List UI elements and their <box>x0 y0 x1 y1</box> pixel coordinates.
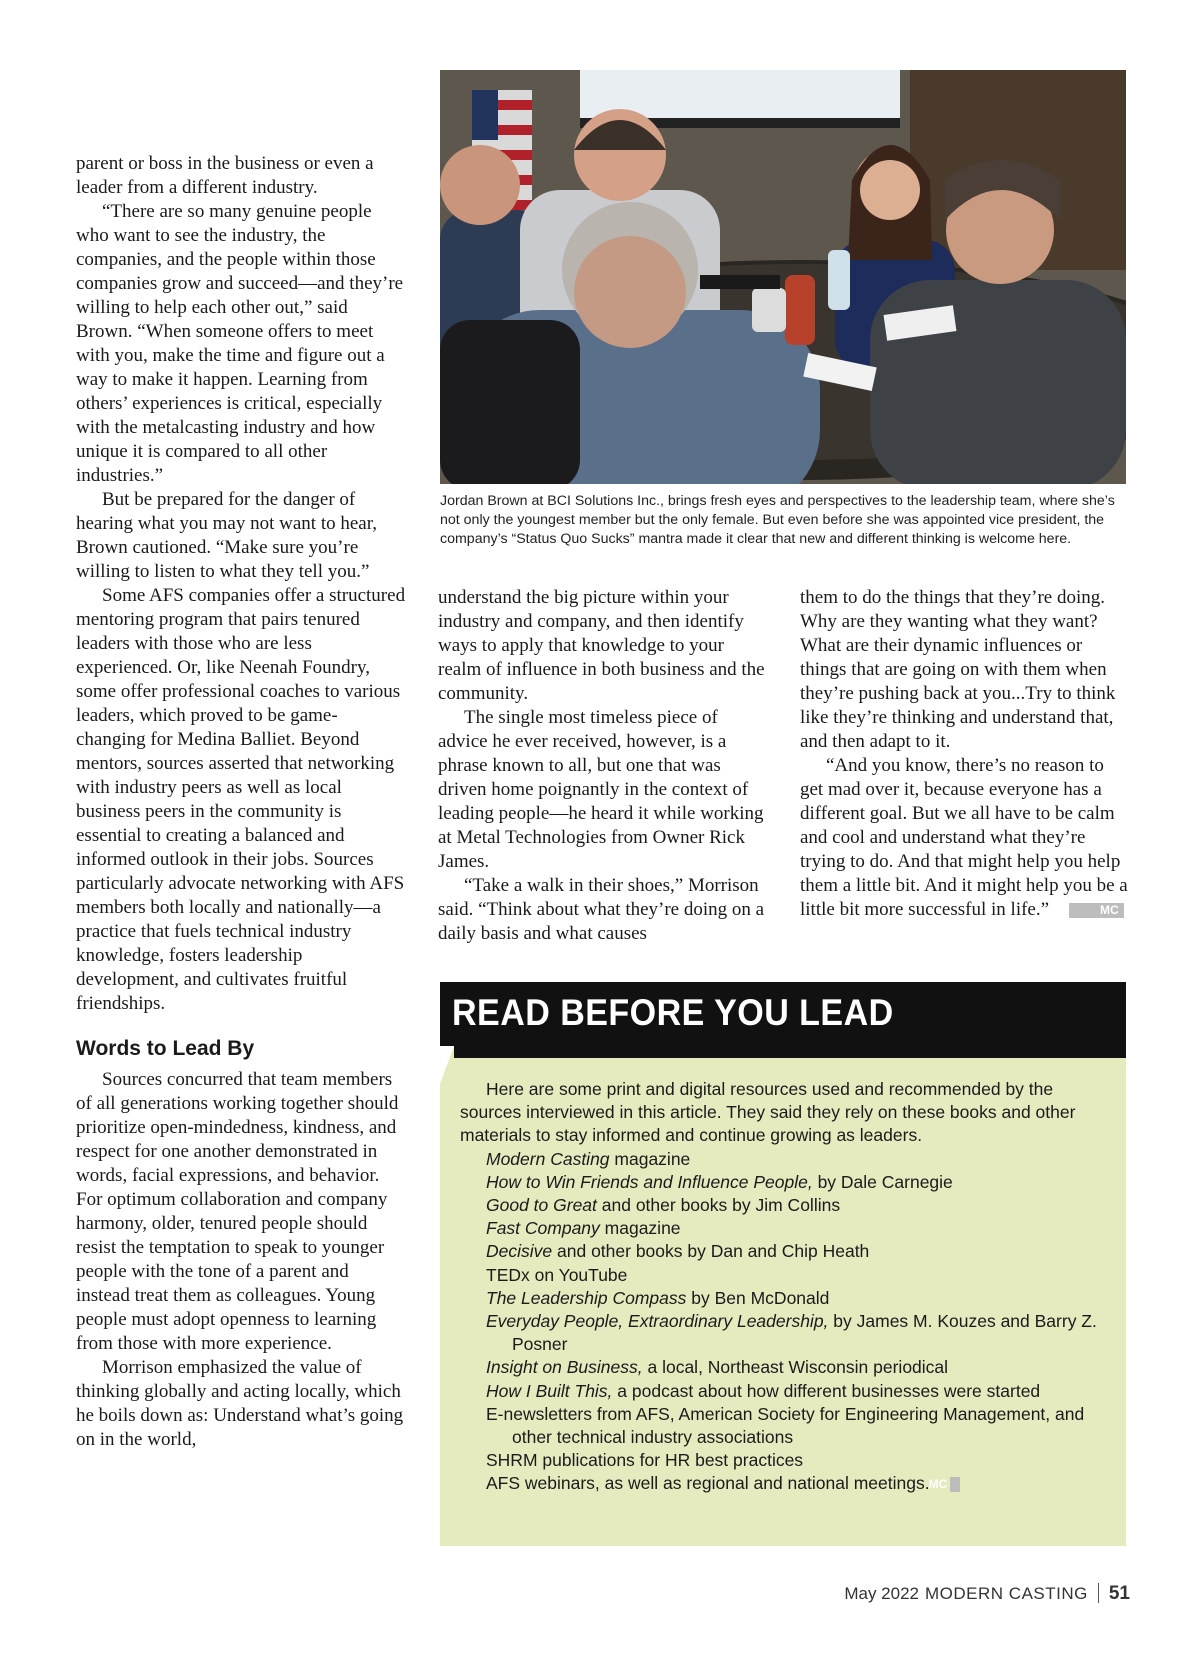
middle-column <box>438 586 766 946</box>
resource-item <box>486 1356 1110 1379</box>
body-paragraph: The single most timeless piece of advice he ever received, however, is a phrase known to all, but one that was driven home poignantly in the context of leading people—he heard it while working at Metal Technologies from Owner Rick James. <box>438 707 764 872</box>
body-paragraph: parent or boss in the business or even a leader from a different industry. <box>76 153 374 198</box>
page-footer <box>844 1583 1130 1605</box>
body-paragraph: Sources concurred that team members of all generations working together should prioritize open-mindedness, kindness, and respect for one another demonstrated in words, facial expressions, and behavior. For optimum collaboration and company harmony, older, tenured people should resist the temptation to speak to younger people with the tone of a parent and instead treat them as colleagues. Young people must adopt openness to learning from those with more experience. <box>76 1069 399 1354</box>
sidebar-header-strip <box>454 1046 1126 1058</box>
resource-item <box>486 1449 1110 1472</box>
resource-detail: and other books by Dan and Chip Heath <box>552 1241 870 1262</box>
resource-title: Fast Company <box>486 1218 600 1239</box>
sidebar-intro: Here are some print and digital resources used and recommended by the sources interviewed in this article. They said they rely on these books and other materials to stay informed and continue growing as leaders. <box>460 1079 1076 1146</box>
resource-detail: a podcast about how different businesses were started <box>612 1380 1041 1401</box>
body-paragraph: “There are so many genuine people who want to see the industry, the companies, and the people within those companies grow and succeed—and they’re willing to help each other out,” said Brown. “When someone offers to meet with you, make the time and figure out a way to make it happen. Learning from others’ experiences is critical, especially with the metalcasting industry and how unique it is compared to all other industries.” <box>76 201 404 486</box>
resource-list <box>460 1148 1110 1496</box>
photo-caption: Jordan Brown at BCI Solutions Inc., brings fresh eyes and perspectives to the leadership team, where she’s not only the youngest member but the only female. But even before she was appointed vice president, the company’s “Status Quo Sucks” mantra made it clear that new and different thinking is welcome here. <box>440 493 1115 547</box>
sidebar-header <box>440 982 1126 1046</box>
resource-title: Everyday People, Extraordinary Leadership, <box>486 1311 829 1332</box>
resource-title: Insight on Business, <box>486 1357 643 1378</box>
section-subhead: Words to Lead By <box>76 1037 255 1060</box>
body-paragraph: Morrison emphasized the value of thinking globally and acting locally, which he boils down as: Understand what’s going on in the world, <box>76 1357 404 1450</box>
resource-item <box>486 1264 1110 1287</box>
resource-detail: magazine <box>609 1148 691 1169</box>
page-number: 51 <box>1108 1583 1130 1604</box>
end-mark-badge: MC <box>950 1477 960 1492</box>
resource-detail: a local, Northeast Wisconsin periodical <box>642 1357 949 1378</box>
resource-item <box>486 1217 1110 1240</box>
resource-detail: AFS webinars, as well as regional and national meetings. <box>486 1473 930 1494</box>
resource-detail: TEDx on YouTube <box>486 1264 628 1285</box>
footer-divider <box>1098 1583 1099 1603</box>
body-paragraph-text: “And you know, there’s no reason to get mad over it, because everyone has a different goal. But we all have to be calm and cool and understand what they’re trying to do. And that might help you help them a little bit. And it might help you be a little bit more successful in life.” <box>800 755 1128 920</box>
footer-magazine-name: MODERN CASTING <box>925 1584 1088 1603</box>
body-paragraph: understand the big picture within your industry and company, and then identify ways to apply that knowledge to your realm of influence in both business and the community. <box>438 587 765 704</box>
resource-detail: and other books by Jim Collins <box>596 1195 841 1216</box>
body-paragraph: But be prepared for the danger of hearing what you may not want to hear, Brown cautioned. “Make sure you’re willing to listen to what they tell you.” <box>76 489 378 582</box>
meeting-photo-illustration <box>440 70 1126 484</box>
resource-item <box>486 1171 1110 1194</box>
resource-title: Modern Casting <box>486 1148 610 1169</box>
resource-item <box>486 1403 1110 1449</box>
meeting-photo <box>440 70 1126 484</box>
resource-detail: by Dale Carnegie <box>812 1171 953 1192</box>
body-paragraph: them to do the things that they’re doing. Why are they wanting what they want? What are their dynamic influences or things that are going on with them when they’re pushing back at you...Try to think like they’re thinking and understand that, and then adapt to it. <box>800 587 1116 752</box>
body-paragraph <box>800 754 1130 922</box>
sidebar-content <box>460 1078 1110 1496</box>
end-mark-badge: MC <box>1069 903 1124 918</box>
sidebar-title: READ BEFORE YOU LEAD <box>452 992 894 1033</box>
body-paragraph: Some AFS companies offer a structured mentoring program that pairs tenured leaders with those who are less experienced. Or, like Neenah Foundry, some offer professional coaches to various leaders, which proved to be game-changing for Medina Balliet. Beyond mentors, sources asserted that networking with industry peers as well as local business peers in the community is essential to creating a balanced and informed outlook in their jobs. Sources particularly advocate networking with AFS members both locally and nationally—a practice that fuels technical industry knowledge, fosters leadership development, and cultivates fruitful friendships. <box>76 585 406 1014</box>
resource-item <box>486 1472 1110 1495</box>
right-column <box>800 586 1130 922</box>
resource-detail: magazine <box>599 1218 681 1239</box>
resource-item <box>486 1287 1110 1310</box>
resource-item <box>486 1310 1110 1356</box>
body-paragraph: “Take a walk in their shoes,” Morrison said. “Think about what they’re doing on a daily basis and what causes <box>438 875 765 944</box>
resource-title: The Leadership Compass <box>486 1287 687 1308</box>
resource-detail: by James M. Kouzes and Barry Z. Posner <box>512 1311 1097 1355</box>
resource-detail: E-newsletters from AFS, American Society for Engineering Management, and other technical industry associations <box>486 1403 1085 1448</box>
resource-item <box>486 1148 1110 1171</box>
left-column <box>76 152 406 1452</box>
resource-title: How I Built This, <box>486 1380 613 1401</box>
resource-item <box>486 1194 1110 1217</box>
resource-item <box>486 1380 1110 1403</box>
resource-title: How to Win Friends and Influence People, <box>486 1171 813 1192</box>
resource-detail: SHRM publications for HR best practices <box>486 1450 804 1471</box>
resource-item <box>486 1240 1110 1263</box>
read-before-you-lead-sidebar <box>440 982 1126 1546</box>
resource-detail: by Ben McDonald <box>686 1287 830 1308</box>
resource-title: Good to Great <box>486 1195 597 1216</box>
resource-title: Decisive <box>486 1241 553 1262</box>
footer-date: May 2022 <box>844 1584 920 1603</box>
